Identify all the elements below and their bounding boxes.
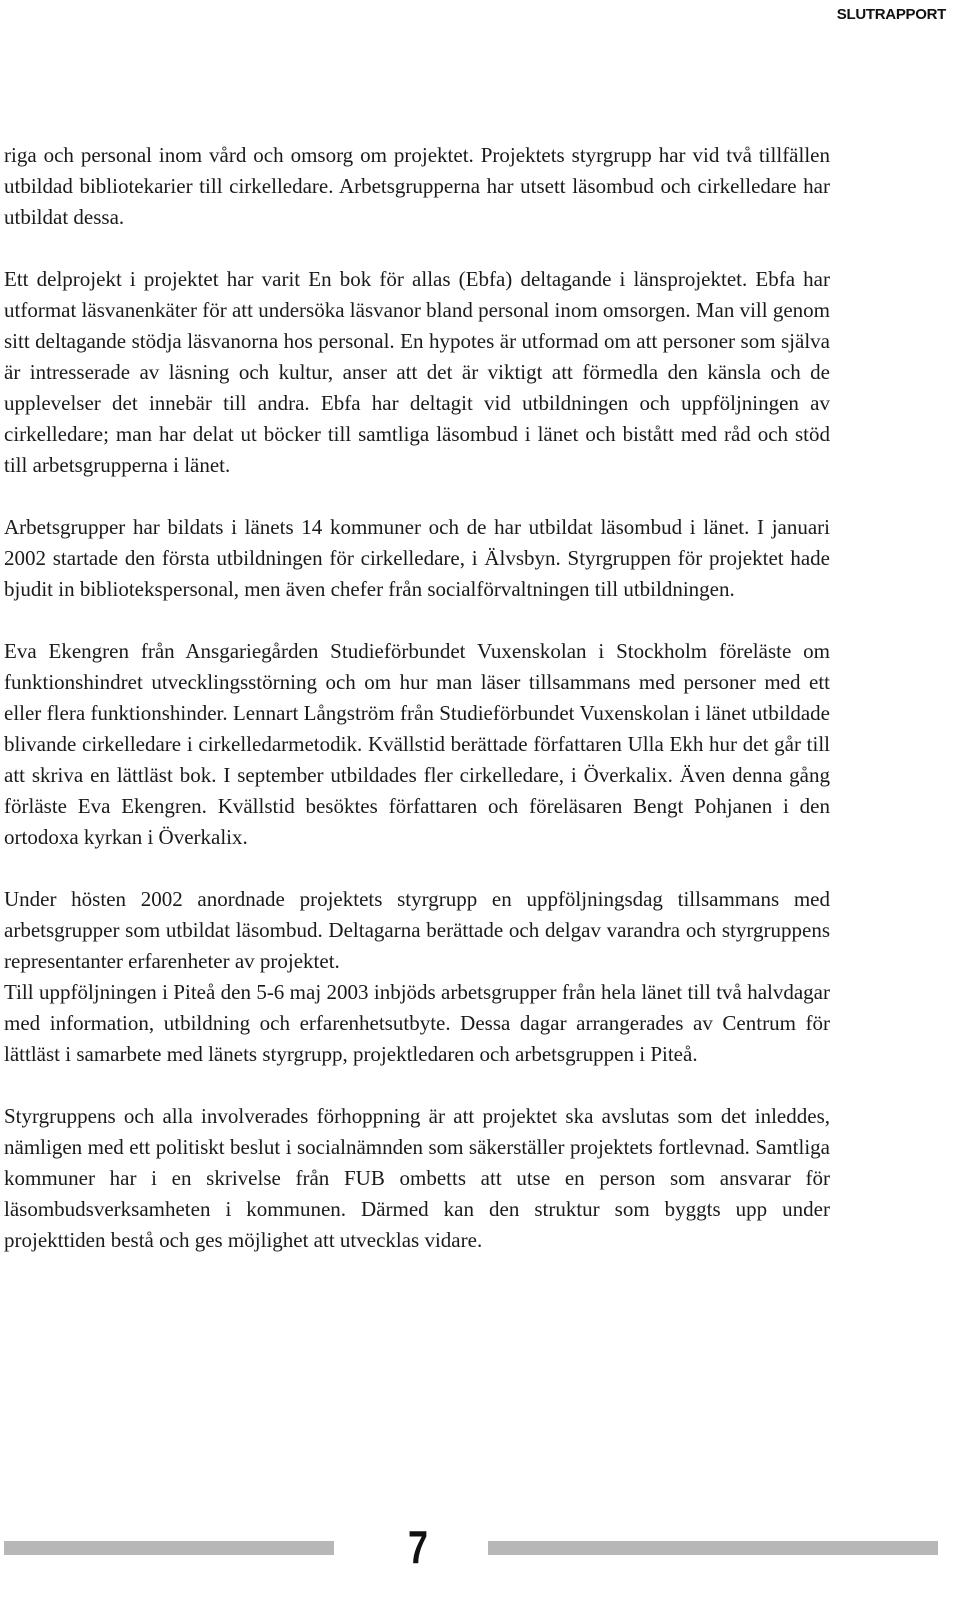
paragraph-ebfa: Ett delprojekt i projektet har varit En bok för allas (Ebfa) deltagande i länsprojektet. Ebfa har utformat läsvanenkäter för att undersöka läsvanor bland personal inom omsorgen. Man vill genom sitt deltagande stödja läsvanorna hos personal. En hypotes är utformad om att personer som själva är intresserade av läsning och kultur, anser att det är viktigt att förmedla den känsla och de upplevelser det innebär till andra. Ebfa har deltagit vid utbildningen och uppföljningen av cirkelledare; man har delat ut böcker till samtliga läsombud i länet och bistått med råd och stöd till arbetsgrupperna i länet. bbox=[4, 267, 830, 477]
page-footer bbox=[0, 1521, 960, 1574]
document-body bbox=[4, 140, 830, 1287]
paragraph-followup-pitea: Till uppföljningen i Piteå den 5-6 maj 2003 inbjöds arbetsgrupper från hela länet till två halvdagar med information, utbildning och erfarenhetsutbyte. Dessa dagar arrangerades av Centrum för lättläst i samarbete med länets styrgrupp, projektledaren och arbetsgruppen i Piteå. bbox=[4, 980, 830, 1066]
running-header: SLUTRAPPORT bbox=[836, 6, 946, 23]
footer-bar-right bbox=[488, 1541, 938, 1555]
paragraph-conclusion: Styrgruppens och alla involverades förhoppning är att projektet ska avslutas som det inleddes, nämligen med ett politiskt beslut i socialnämnden som säkerställer projektets fortlevnad. Samtliga kommuner har i en skrivelse från FUB ombetts att utse en person som ansvarar för läsombudsverksamheten i kommunen. Därmed kan den struktur som byggts upp under projekttiden bestå och ges möjlighet att utvecklas vidare. bbox=[4, 1104, 830, 1252]
paragraph-training: riga och personal inom vård och omsorg om projektet. Projektets styrgrupp har vid två tillfällen utbildad bibliotekarier till cirkelledare. Arbetsgrupperna har utsett läsombud och cirkelledare har utbildat dessa. bbox=[4, 143, 830, 229]
paragraph-workgroups: Arbetsgrupper har bildats i länets 14 kommuner och de har utbildat läsombud i länet. I januari 2002 startade den första utbildningen för cirkelledare, i Älvsbyn. Styrgruppen för projektet hade bjudit in bibliotekspersonal, men även chefer från socialförvaltningen till utbildningen. bbox=[4, 515, 830, 601]
footer-bar-left bbox=[4, 1541, 334, 1555]
page-number: 7 bbox=[408, 1521, 428, 1573]
paragraph-lectures: Eva Ekengren från Ansgariegården Studieförbundet Vuxenskolan i Stockholm föreläste om funktionshindret utvecklingsstörning och om hur man läser tillsammans med personer med ett eller flera funktionshinder. Lennart Långström från Studieförbundet Vuxenskolan i länet utbildade blivande cirkelledare i cirkelledarmetodik. Kvällstid berättade författaren Ulla Ekh hur det går till att skriva en lättläst bok. I september utbildades fler cirkelledare, i Överkalix. Även denna gång förläste Eva Ekengren. Kvällstid besöktes författaren och föreläsaren Bengt Pohjanen i den ortodoxa kyrkan i Överkalix. bbox=[4, 639, 830, 849]
paragraph-followup-2002: Under hösten 2002 anordnade projektets styrgrupp en uppföljningsdag tillsammans med arbetsgrupper som utbildat läsombud. Deltagarna berättade och delgav varandra och styrgruppens representanter erfarenheter av projektet. bbox=[4, 887, 830, 973]
